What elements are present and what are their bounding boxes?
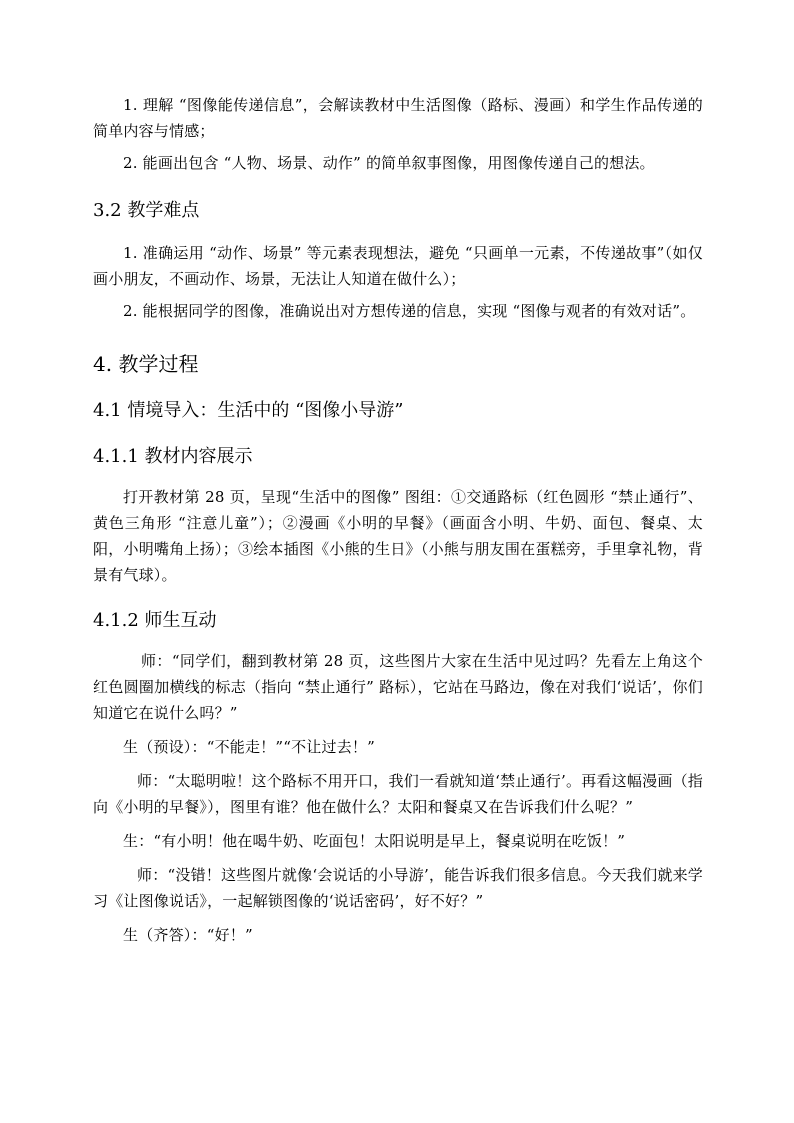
dialog-line: 师：“没错！这些图片就像‘会说话的小导游’，能告诉我们很多信息。今天我们就来学习《让图像说话》，一起解锁图像的‘说话密码’，好不好？” bbox=[93, 866, 703, 910]
objective-item-1: 1. 理解 “图像能传递信息”，会解读教材中生活图像（路标、漫画）和学生作品传递的简单内容与情感； bbox=[93, 96, 703, 140]
dialog-line: 师：“同学们，翻到教材第 28 页，这些图片大家在生活中见过吗？先看左上角这个红色圆圈加横线的标志（指向 “禁止通行” 路标），它站在马路边，像在对我们‘说话’，你们知道它在说什么吗？” bbox=[93, 652, 703, 722]
section-heading-4-1-2: 4.1.2 师生互动 bbox=[93, 610, 217, 631]
difficulty-item-2: 2. 能根据同学的图像，准确说出对方想传递的信息，实现 “图像与观者的有效对话”。 bbox=[123, 302, 696, 320]
dialog-line: 师：“太聪明啦！这个路标不用开口，我们一看就知道‘禁止通行’。再看这幅漫画（指向《小明的早餐》），图里有谁？他在做什么？太阳和餐桌又在告诉我们什么呢？” bbox=[93, 772, 703, 816]
section-heading-4-1: 4.1 情境导入：生活中的 “图像小导游” bbox=[93, 400, 404, 421]
textbook-display-paragraph: 打开教材第 28 页，呈现“生活中的图像” 图组：①交通路标（红色圆形 “禁止通行”、黄色三角形 “注意儿童”）；②漫画《小明的早餐》（画面含小明、牛奶、面包、餐桌、太阳，小明嘴角上扬）；③绘本插图《小熊的生日》（小熊与朋友围在蛋糕旁，手里拿礼物，背景有气球）。 bbox=[93, 488, 703, 584]
objective-item-2: 2. 能画出包含 “人物、场景、动作” 的简单叙事图像，用图像传递自己的想法。 bbox=[123, 154, 655, 172]
document-page bbox=[93, 92, 703, 956]
dialog-line: 生（预设）：“不能走！”“不让过去！” bbox=[123, 738, 375, 756]
section-heading-3-2: 3.2 教学难点 bbox=[93, 200, 200, 221]
section-heading-4: 4. 教学过程 bbox=[93, 352, 199, 376]
section-heading-4-1-1: 4.1.1 教材内容展示 bbox=[93, 446, 253, 467]
dialog-line: 生（齐答）：“好！” bbox=[123, 926, 253, 944]
difficulty-item-1: 1. 准确运用 “动作、场景” 等元素表现想法，避免 “只画单一元素，不传递故事”（如仅画小朋友，不画动作、场景，无法让人知道在做什么）； bbox=[93, 244, 703, 288]
dialog-line: 生：“有小明！他在喝牛奶、吃面包！太阳说明是早上，餐桌说明在吃饭！” bbox=[123, 832, 626, 850]
